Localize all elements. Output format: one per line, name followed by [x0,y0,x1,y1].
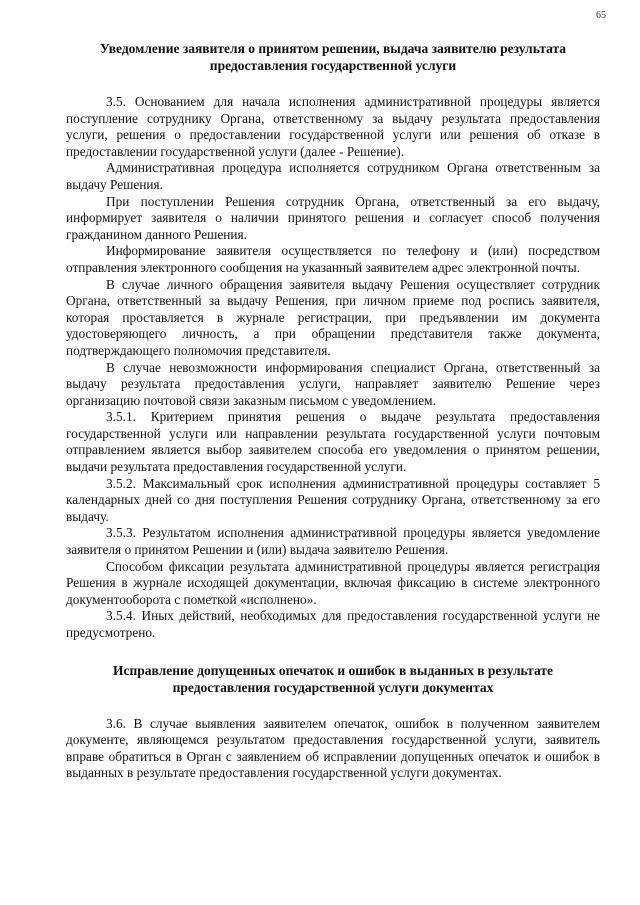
paragraph-3-5-3: 3.5.3. Результатом исполнения административной процедуры является уведомление заявителя о принятом Решении и (или) выдача заявителю Решения. [66,525,600,558]
paragraph-3-6: 3.6. В случае выявления заявителем опечаток, ошибок в полученном заявителем документе, являющемся результатом предоставления государственной услуги, заявитель вправе обратиться в Орган с заявлением об исправлении допущенных опечаток и ошибок в выданных в результате предоставления государственной услуги документах. [66,715,600,781]
paragraph-procedure-executor: Административная процедура исполняется сотрудником Органа ответственным за выдачу Решения. [66,160,600,192]
paragraph-informing-methods: Информирование заявителя осуществляется по телефону и (или) посредством отправления электронного сообщения на указанный заявителем адрес электронной почты. [66,243,600,275]
paragraph-personal-visit: В случае личного обращения заявителя выдачу Решения осуществляет сотрудник Органа, ответственный за выдачу Решения, при личном приеме под роспись заявителя, которая проставляется в журнале регистрации, при предъявлении им документа удостоверяющего личность, а при обращении представителя также документа, подтверждающего полномочия представителя. [66,276,600,358]
paragraph-3-5-4: 3.5.4. Иных действий, необходимых для предоставления государственной услуги не предусмотрено. [66,608,600,640]
paragraph-postal-delivery: В случае невозможности информирования специалист Органа, ответственный за выдачу результата предоставления услуги, направляет заявителю Решение через организацию почтовой связи заказным письмом с уведомлением. [66,359,600,408]
paragraph-informs-applicant: При поступлении Решения сотрудник Органа, ответственный за его выдачу, информирует заявителя о наличии принятого решения и согласует способ получения гражданином данного Решения. [66,193,600,242]
section-heading-corrections: Исправление допущенных опечаток и ошибок в выданных в результате предоставления государственной услуги документах [113,662,553,695]
paragraph-fixation-method: Способом фиксации результата административной процедуры является регистрация Решения в журнале исходящей документации, включая фиксацию в системе электронного документооборота с пометкой «исполнено». [66,558,600,607]
paragraph-3-5-2: 3.5.2. Максимальный срок исполнения административной процедуры составляет 5 календарных дней со дня поступления Решения сотруднику Органа, ответственному за его выдачу. [66,475,600,524]
section-heading-notification: Уведомление заявителя о принятом решении, выдача заявителю результата предоставления государственной услуги [99,41,567,73]
paragraph-3-5-1: 3.5.1. Критерием принятия решения о выдаче результата предоставления государственной услуги или направлении результата государственной услуги почтовым отправлением является выбор заявителем способа его уведомления о принятом решении, выдачи результата предоставления государственной услуги. [66,409,600,475]
paragraph-3-5: 3.5. Основанием для начала исполнения административной процедуры является поступление сотруднику Органа, ответственному за выдачу результата предоставления услуги, решения о предоставлении государственной услуги или решения об отказе в предоставлении государственной услуги (далее - Решение). [66,94,600,159]
page-number: 65 [596,10,606,21]
